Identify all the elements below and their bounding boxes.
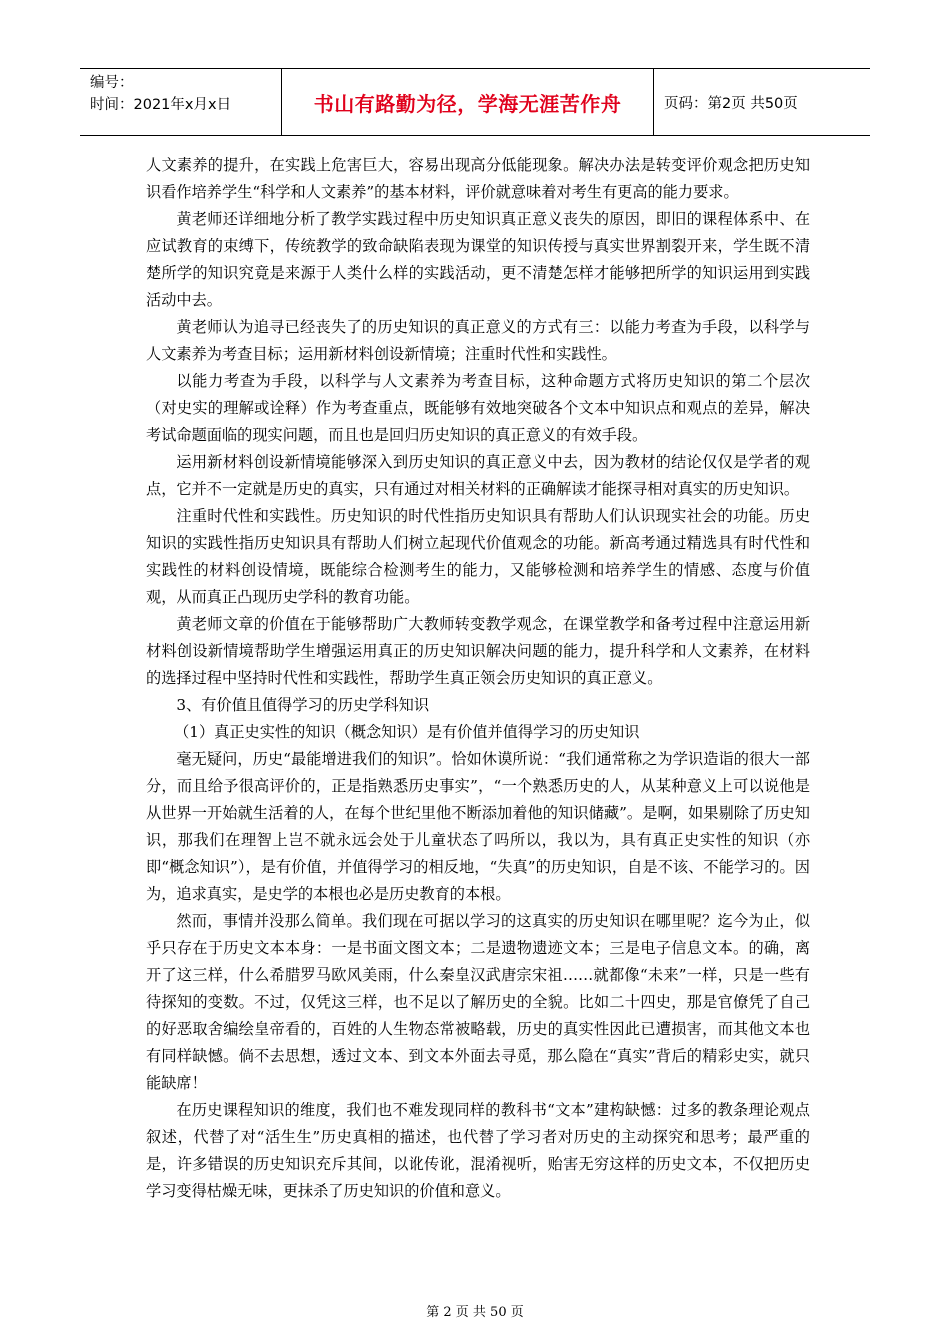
page-header xyxy=(80,68,870,136)
body-paragraph: 运用新材料创设新情境能够深入到历史知识的真正意义中去，因为教材的结论仅仅是学者的观点，它并不一定就是历史的真实，只有通过对相关材料的正确解读才能探寻相对真实的历史知识。 xyxy=(146,453,810,498)
body-paragraph: 毫无疑问，历史“最能增进我们的知识”。恰如休谟所说：“我们通常称之为学识造诣的很大一部分，而且给予很高评价的，正是指熟悉历史事实”，“一个熟悉历史的人，从某种意义上可以说他是从世界一开始就生活着的人，在每个世纪里他不断添加着他的知识储藏”。是啊，如果剔除了历史知识，那我们在理智上岂不就永远会处于儿童状态了吗所以，我以为，具有真正史实性的知识（亦即“概念知识”），是有价值，并值得学习的相反地，“失真”的历史知识，自是不该、不能学习的。因为，追求真实，是史学的本根也必是历史教育的本根。 xyxy=(146,750,810,903)
document-number-label: 编号： xyxy=(90,75,134,91)
body-paragraph: 人文素养的提升，在实践上危害巨大，容易出现高分低能现象。解决办法是转变评价观念把历史知识看作培养学生“科学和人文素养”的基本材料，评价就意味着对考生有更高的能力要求。 xyxy=(146,156,810,201)
header-page-number: 页码：第2页 共50页 xyxy=(664,95,798,112)
body-paragraph: 黄老师认为追寻已经丧失了的历史知识的真正意义的方式有三：以能力考查为手段，以科学与人文素养为考查目标；运用新材料创设新情境；注重时代性和实践性。 xyxy=(146,318,810,363)
document-time-label: 时间：2021年x月x日 xyxy=(90,97,232,113)
body-paragraph: 然而，事情并没那么简单。我们现在可据以学习的这真实的历史知识在哪里呢？迄今为止，似乎只存在于历史文本本身：一是书面文图文本；二是遗物遗迹文本；三是电子信息文本。的确，离开了这三样，什么希腊罗马欧风美雨，什么秦皇汉武唐宗宋祖……就都像“未来”一样，只是一些有待探知的变数。不过，仅凭这三样，也不足以了解历史的全貌。比如二十四史，那是官僚凭了自己的好恶取舍编绘皇帝看的，百姓的人生物态常被略载，历史的真实性因此已遭损害，而其他文本也有同样缺憾。倘不去思想，透过文本、到文本外面去寻觅，那么隐在“真实”背后的精彩史实，就只能缺席！ xyxy=(146,912,810,1092)
header-motto: 书山有路勤为径，学海无涯苦作舟 xyxy=(282,69,654,135)
section-heading: 3、有价值且值得学习的历史学科知识 xyxy=(176,696,430,714)
document-body xyxy=(146,152,810,1205)
header-meta xyxy=(80,69,282,135)
body-paragraph: 以能力考查为手段，以科学与人文素养为考查目标，这种命题方式将历史知识的第二个层次（对史实的理解或诠释）作为考查重点，既能够有效地突破各个文本中知识点和观点的差异，解决考试命题面临的现实问题，而且也是回归历史知识的真正意义的有效手段。 xyxy=(146,372,810,444)
body-paragraph: 黄老师还详细地分析了教学实践过程中历史知识真正意义丧失的原因，即旧的课程体系中、在应试教育的束缚下，传统教学的致命缺陷表现为课堂的知识传授与真实世界割裂开来，学生既不清楚所学的知识究竟是来源于人类什么样的实践活动，更不清楚怎样才能够把所学的知识运用到实践活动中去。 xyxy=(146,210,810,309)
body-paragraph: 黄老师文章的价值在于能够帮助广大教师转变教学观念，在课堂教学和备考过程中注意运用新材料创设新情境帮助学生增强运用真正的历史知识解决问题的能力，提升科学和人文素养，在材料的选择过程中坚持时代性和实践性，帮助学生真正领会历史知识的真正意义。 xyxy=(146,615,810,687)
body-paragraph: 注重时代性和实践性。历史知识的时代性指历史知识具有帮助人们认识现实社会的功能。历史知识的实践性指历史知识具有帮助人们树立起现代价值观念的功能。新高考通过精选具有时代性和实践性的材料创设情境，既能综合检测考生的能力，又能够检测和培养学生的情感、态度与价值观，从而真正凸现历史学科的教育功能。 xyxy=(146,507,810,606)
subsection-heading: （1）真正史实性的知识（概念知识）是有价值并值得学习的历史知识 xyxy=(174,723,640,741)
body-paragraph: 在历史课程知识的维度，我们也不难发现同样的教科书“文本”建构缺憾：过多的教条理论观点叙述，代替了对“活生生”历史真相的描述，也代替了学习者对历史的主动探究和思考；最严重的是，许多错误的历史知识充斥其间，以讹传讹，混淆视听，贻害无穷这样的历史文本，不仅把历史学习变得枯燥无味，更抹杀了历史知识的价值和意义。 xyxy=(146,1101,810,1200)
page-footer: 第 2 页 共 50 页 xyxy=(426,1305,524,1320)
